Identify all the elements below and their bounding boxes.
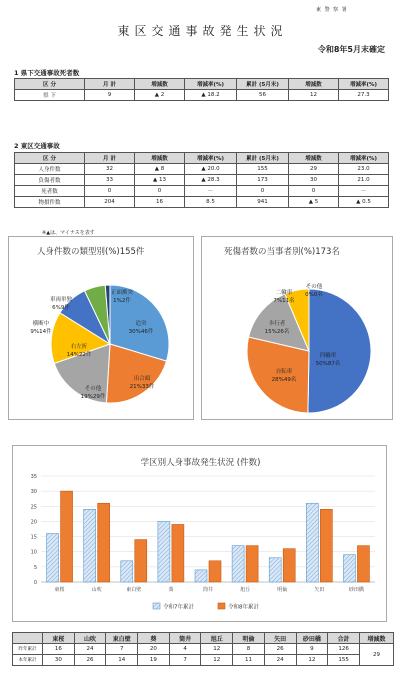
x-tick-label: 砂田橋 (348, 587, 364, 593)
x-tick-label: 明倫 (277, 587, 288, 593)
bar (306, 503, 318, 582)
header-cell: 増減率(%) (339, 153, 389, 164)
slice-value-label: 21%33件 (129, 384, 155, 390)
cell: 0 (289, 186, 339, 197)
header-cell: 月 計 (85, 153, 135, 164)
header-cell: 月 計 (85, 79, 135, 90)
cell: 173 (237, 175, 289, 186)
as-of-date: 令和8年5月末確定 (317, 45, 385, 54)
legend-label: 令和7年累計 (163, 604, 194, 611)
bar (98, 503, 110, 582)
cell: 56 (237, 90, 289, 101)
cell: 126 (328, 644, 360, 655)
slice-value-label: 14%22件 (66, 352, 92, 358)
slice-value-label: 6%9件 (52, 305, 70, 311)
cell: 941 (237, 197, 289, 208)
legend-label: 令和8年累計 (228, 604, 259, 611)
bar (158, 521, 170, 582)
slice-value-label: 9%14件 (30, 329, 52, 335)
cell: 24 (264, 655, 296, 666)
row-label: 負傷者数 (15, 175, 85, 186)
cell: 16 (43, 644, 75, 655)
bar-panel-school-district (12, 445, 387, 622)
header-cell: 累計 (5月末) (237, 79, 289, 90)
legend-swatch (218, 603, 225, 609)
x-tick-label: 東白壁 (126, 587, 142, 593)
cell: － (339, 186, 389, 197)
header-cell (13, 633, 43, 644)
header-cell: 増減率(%) (339, 79, 389, 90)
header-cell: 東白壁 (106, 633, 138, 644)
bar (209, 561, 221, 582)
cell: 24 (74, 644, 106, 655)
cell: 23.0 (339, 164, 389, 175)
slice-value-label: 7%11名 (273, 298, 295, 304)
cell: ▲ 2 (135, 90, 185, 101)
table-header-row (15, 153, 389, 164)
legend-swatch (153, 603, 160, 609)
bar (61, 491, 73, 582)
cell: 9 (296, 644, 328, 655)
cell: 0 (85, 186, 135, 197)
header-cell: 筒井 (169, 633, 201, 644)
bar (246, 546, 258, 582)
slice-name-label: 車両単独 (49, 297, 73, 303)
table-header-row (15, 79, 389, 90)
cell: 204 (85, 197, 135, 208)
cell: 12 (201, 644, 233, 655)
header-cell: 区 分 (15, 79, 85, 90)
cell: ▲ 5 (289, 197, 339, 208)
x-tick-label: 筒井 (202, 587, 214, 593)
y-tick-label: 0 (33, 580, 37, 586)
cell: ▲ 8 (135, 164, 185, 175)
slice-name-label: 二輪車 (275, 290, 293, 296)
cell: 30 (43, 655, 75, 666)
cell: 26 (264, 644, 296, 655)
minus-note: ※▲は、マイナスを表す (42, 230, 95, 236)
header-cell: 合計 (328, 633, 360, 644)
slice-name-label: 歩行者 (268, 321, 286, 327)
cell: 155 (328, 655, 360, 666)
header-cell: 増減数 (289, 79, 339, 90)
chart-title: 人身件数の類型別(%)155件 (37, 247, 145, 257)
slice-name-label: その他 (305, 284, 323, 290)
cell: 4 (169, 644, 201, 655)
district-summary-table (12, 632, 394, 666)
header-cell: 累計 (5月末) (237, 153, 289, 164)
page-title: 東区交通事故発生状況 (117, 24, 288, 38)
slice-name-label: 四輪車 (319, 353, 337, 359)
bar (269, 558, 281, 582)
pie-chart-party-type (202, 237, 394, 421)
bar (47, 534, 59, 582)
section1-title: 1 県下交通事故死者数 (14, 69, 80, 77)
table-header-row (13, 633, 394, 644)
chart-title: 学区別人身事故発生状況 (件数) (140, 458, 261, 468)
cell: 12 (296, 655, 328, 666)
y-tick-label: 5 (33, 564, 37, 571)
pie-panel-accident-type (8, 236, 194, 420)
x-tick-label: 旭丘 (240, 587, 251, 593)
y-tick-label: 35 (30, 474, 37, 480)
header-cell: 増減率(%) (185, 79, 237, 90)
pie-slice (308, 289, 371, 413)
diff-cell: 29 (360, 644, 394, 666)
slice-value-label: 28%49名 (271, 377, 297, 383)
header-cell: 矢田 (264, 633, 296, 644)
pie-chart-accident-type (9, 237, 195, 421)
table-row (13, 655, 394, 666)
cell: ▲ 20.0 (185, 164, 237, 175)
cell: 8 (233, 644, 265, 655)
y-tick-label: 30 (30, 489, 37, 496)
cell: 21.0 (339, 175, 389, 186)
table-row (15, 90, 389, 101)
table-row (15, 175, 389, 186)
header-cell: 区 分 (15, 153, 85, 164)
row-label: 人身件数 (15, 164, 85, 175)
chart-title: 死傷者数の当事者別(%)173名 (224, 247, 340, 257)
cell: 26 (74, 655, 106, 666)
bar (121, 561, 133, 582)
bar (84, 509, 96, 582)
x-tick-label: 東桜 (54, 587, 65, 593)
cell: 12 (289, 90, 339, 101)
slice-name-label: 追突 (135, 321, 147, 327)
slice-value-label: 50%87名 (315, 361, 341, 367)
cell: 29 (289, 164, 339, 175)
slice-name-label: 出合頭 (133, 376, 151, 382)
slice-value-label: 15%26名 (264, 329, 290, 335)
slice-value-label: 19%29件 (80, 394, 106, 400)
slice-name-label: 正面衝突 (110, 290, 134, 296)
bar (357, 546, 369, 582)
slice-name-label: その他 (84, 386, 102, 392)
bar (172, 524, 184, 582)
y-tick-label: 25 (30, 504, 37, 511)
x-tick-label: 矢田 (314, 587, 325, 593)
header-cell: 増減率(%) (185, 153, 237, 164)
cell: 9 (85, 90, 135, 101)
cell: 7 (106, 644, 138, 655)
bar (195, 570, 207, 582)
slice-value-label: 1%2件 (113, 298, 131, 304)
row-label: 死者数 (15, 186, 85, 197)
y-tick-label: 15 (30, 534, 37, 541)
header-cell: 葵 (138, 633, 170, 644)
pie-panel-party-type (201, 236, 393, 420)
header-cell: 旭丘 (201, 633, 233, 644)
cell: ▲ 13 (135, 175, 185, 186)
row-label: 県 下 (15, 90, 85, 101)
bar (343, 555, 355, 582)
police-station-label: 東 警 察 署 (316, 7, 348, 13)
cell: 155 (237, 164, 289, 175)
cell: 20 (138, 644, 170, 655)
cell: 14 (106, 655, 138, 666)
row-label: 本年累計 (13, 655, 43, 666)
table-row (13, 644, 394, 655)
cell: 0 (237, 186, 289, 197)
y-tick-label: 10 (30, 549, 37, 556)
x-tick-label: 葵 (168, 587, 174, 593)
x-tick-label: 山吹 (91, 587, 102, 593)
cell: 19 (138, 655, 170, 666)
header-cell: 増減数 (135, 79, 185, 90)
table-row (15, 164, 389, 175)
cell: 7 (169, 655, 201, 666)
cell: 12 (201, 655, 233, 666)
slice-name-label: 横断中 (32, 321, 50, 327)
header-cell: 増減数 (289, 153, 339, 164)
cell: 8.5 (185, 197, 237, 208)
table-row (15, 186, 389, 197)
row-label: 昨年累計 (13, 644, 43, 655)
table-row (15, 197, 389, 208)
bar-chart-school-district (13, 446, 388, 623)
bar (283, 549, 295, 582)
cell: 30 (289, 175, 339, 186)
cell: 11 (233, 655, 265, 666)
cell: ▲ 18.2 (185, 90, 237, 101)
cell: 32 (85, 164, 135, 175)
header-cell: 明倫 (233, 633, 265, 644)
section2-title: 2 東区交通事故 (14, 142, 60, 150)
header-cell: 増減数 (135, 153, 185, 164)
cell: 27.3 (339, 90, 389, 101)
row-label: 物損件数 (15, 197, 85, 208)
slice-value-label: 0%0名 (305, 292, 323, 298)
cell: － (185, 186, 237, 197)
cell: 33 (85, 175, 135, 186)
slice-value-label: 30%46件 (128, 329, 154, 335)
bar (320, 509, 332, 582)
cell: 0 (135, 186, 185, 197)
cell: ▲ 28.3 (185, 175, 237, 186)
y-tick-label: 20 (30, 519, 37, 526)
cell: ▲ 0.5 (339, 197, 389, 208)
section2-table (14, 152, 389, 208)
section1-table (14, 78, 389, 101)
header-cell: 東桜 (43, 633, 75, 644)
header-cell: 砂田橋 (296, 633, 328, 644)
header-cell: 増減数 (360, 633, 394, 644)
bar (232, 546, 244, 582)
bar (135, 540, 147, 582)
slice-name-label: 自転車 (275, 369, 293, 375)
cell: 16 (135, 197, 185, 208)
header-cell: 山吹 (74, 633, 106, 644)
slice-name-label: 右左折 (70, 344, 88, 350)
